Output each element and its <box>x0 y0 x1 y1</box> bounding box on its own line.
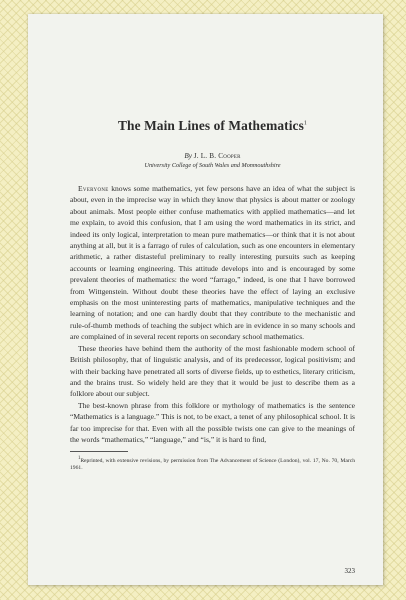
footnote-text: Reprinted, with extensive revisions, by permission from The Advancement of Science (London), vol. 17, No. 70, March 1961. <box>70 458 355 472</box>
title-footnote-marker: 1 <box>303 120 307 127</box>
paragraph-text: These theories have behind them the authority of the most fashionable modern school of British philosophy, that of linguistic analysis, and of its predecessor, logical positivism; and with their backing have penetrated all sorts of diverse fields, up to esthetics, literary criticism, and the brains trust. So widely held are they that it would be just to describe them as a folklore about our subject. <box>70 343 355 399</box>
page-number: 323 <box>344 567 355 575</box>
paragraph-text: knows some mathematics, yet few persons have an idea of what the subject is about, even in the imprecise way in which they know that physics is about matter or zoology about animals. Most people either confuse mathematics with applied mathematics—and let me explain, to avoid this confusion, that I am using the word mathematics in its strict, and indeed its only logical, interpretation to mean pure mathematics—or think that it is not about anything at all, but it is a farrago of rules of calculation, such as one encounters in elementary arithmetic, a rather distasteful preliminary to really interesting pursuits such as keeping accounts or learning engineering. This attitude develops into and is encouraged by some prevalent theories of mathematics: the word “farrago,” indeed, is one that I have borrowed from Wittgenstein. Without doubt these theories have the effect of laying an exclusive emphasis on the most uninteresting parts of mathematics, manipulative techniques and the learning of notation; and one can hardly doubt that they contribute to the mechanistic and rule-of-thumb methods of teaching the subject which are in evidence in so many schools and are complained of in several recent reports on secondary school mathematics. <box>70 184 356 342</box>
paragraph-text: The best-known phrase from this folklore or mythology of mathematics is the sentence “Mathematics is a language.” This is not, to be exact, a tenet of any philosophical school. It is far too imprecise for that. Even with all the possible twists one can give to the meanings of the words “mathematics,” “language,” and “is,” it is hard to find, <box>70 400 355 444</box>
title-text: The Main Lines of Mathematics <box>118 118 304 133</box>
author-affiliation: University College of South Wales and Monmouthshire <box>144 162 281 169</box>
footnote-marker: 1 <box>78 456 81 462</box>
author-name: J. L. B. Cooper <box>193 152 241 160</box>
paragraph <box>70 400 355 446</box>
byline-prefix: By <box>184 152 192 160</box>
footnote-divider <box>70 451 128 452</box>
article-title <box>70 118 355 134</box>
lead-word: Everyone <box>78 184 109 193</box>
paragraph <box>70 343 355 400</box>
byline <box>70 152 355 160</box>
footnote <box>70 455 355 472</box>
article-body <box>70 183 355 445</box>
paragraph <box>70 183 355 343</box>
paper-page <box>28 14 383 585</box>
